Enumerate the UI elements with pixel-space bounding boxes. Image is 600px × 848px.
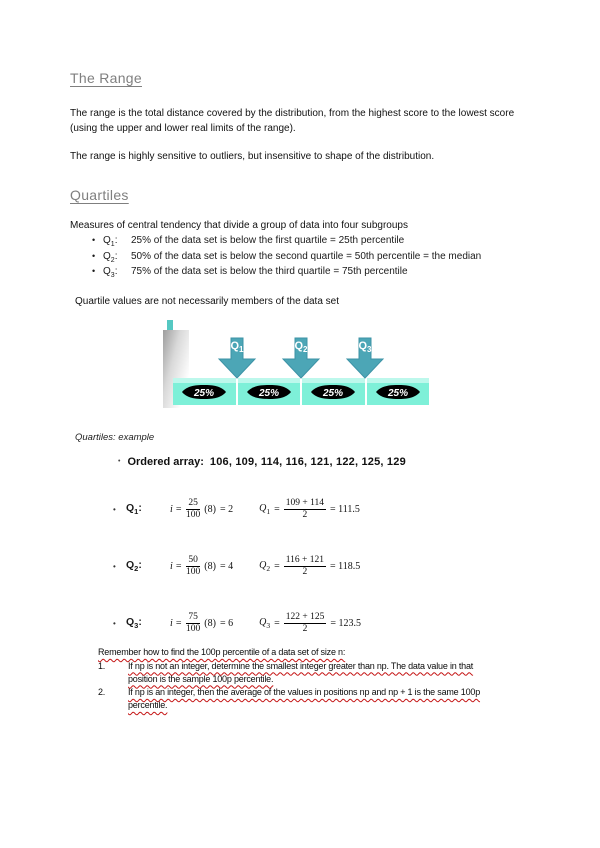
item-number: 2.	[98, 687, 106, 697]
quartile-equation: $Q_3$ = $\frac{122 + 125}{2}$ = 123.5	[259, 611, 361, 634]
bullet-icon: •	[113, 561, 116, 571]
range-paragraph-2: The range is highly sensitive to outliers, but insensitive to shape of the distribution.	[70, 151, 435, 162]
percent-lens-icon	[310, 384, 356, 400]
quartile-label: $Q_3$:	[126, 615, 142, 631]
example-q2-row	[113, 549, 360, 583]
bullet-icon: •	[113, 618, 116, 628]
fraction: $\frac{50}{100}$	[186, 554, 201, 577]
quartile-label: $Q_1$:	[103, 235, 118, 248]
section-heading-range: The Range	[70, 70, 142, 86]
q1-arrow	[217, 337, 257, 379]
quartile-label: $Q_2$:	[103, 250, 118, 264]
percent-lens-icon	[181, 384, 227, 400]
arrow-label: $Q_3$	[358, 340, 372, 355]
percent-lens-icon	[375, 384, 421, 400]
quartile-equation: $Q_2$ = $\frac{116 + 121}{2}$ = 118.5	[259, 554, 361, 577]
bullet-icon: •	[113, 504, 116, 514]
bullet-icon: •	[92, 266, 96, 276]
fraction: $\frac{109 + 114}{2}$	[285, 497, 324, 520]
quartiles-intro-text: Measures of central tendency that divide a group of data into four subgroups	[70, 220, 408, 231]
percent-lens-icon	[246, 384, 292, 400]
fraction: $\frac{122 + 125}{2}$	[285, 611, 325, 634]
quartile-definition: 25% of the data set is below the first quartile = 25th percentile	[131, 235, 405, 246]
example-q1-row	[113, 492, 360, 526]
q2-arrow	[281, 337, 321, 379]
fraction: $\frac{75}{100}$	[186, 611, 201, 634]
fraction: $\frac{25}{100}$	[186, 497, 201, 520]
list-item	[70, 251, 481, 267]
ordered-array-label: Ordered array:	[127, 456, 204, 468]
bullet-icon: •	[92, 235, 96, 245]
numbered-item	[98, 660, 502, 686]
ordered-array-values: 106, 109, 114, 116, 121, 122, 125, 129	[209, 456, 406, 468]
segment-percent-label: 25%	[258, 387, 279, 399]
item-text: If np is an integer, then the average of the values in positions np and np + 1 is the same 100p percentile.	[128, 687, 481, 710]
example-caption: Quartiles: example	[75, 432, 155, 443]
item-number: 1.	[98, 660, 106, 671]
numbered-item	[98, 686, 502, 712]
percentile-reminder-note	[98, 646, 502, 712]
quartiles-note: Quartile values are not necessarily members of the data set	[75, 296, 340, 307]
quartile-symbol: $Q_2$	[259, 559, 271, 573]
quartiles-bullet-list	[70, 235, 481, 282]
list-item	[70, 266, 481, 282]
reminder-heading: Remember how to find the 100p percentile of a data set of size n:	[98, 647, 346, 657]
example-q3-row	[113, 606, 361, 640]
arrow-label: $Q_1$	[230, 340, 244, 355]
quartile-definition: 75% of the data set is below the third quartile = 75th percentile	[131, 266, 408, 277]
ordered-array-line	[118, 456, 406, 468]
quartile-definition: 50% of the data set is below the second quartile = 50th percentile = the median	[131, 250, 482, 262]
index-equation: i = $\frac{50}{100}$ (8) = 4	[170, 554, 234, 577]
quartile-label: $Q_2$:	[126, 558, 142, 574]
quartile-segment	[367, 378, 430, 405]
quartile-symbol: $Q_3$	[259, 616, 271, 630]
quartile-segment	[173, 378, 236, 405]
bullet-icon: •	[92, 250, 96, 261]
section-heading-quartiles: Quartiles	[70, 187, 129, 203]
item-text: If np is not an integer, determine the smallest integer greater than np. The data value in that position is the sample 100p percentile.	[128, 660, 474, 684]
segment-percent-label: 25%	[323, 387, 344, 399]
quartile-symbol: $Q_1$	[259, 502, 271, 516]
quartile-equation: $Q_1$ = $\frac{109 + 114}{2}$ = 111.5	[259, 497, 360, 520]
quartile-bar	[173, 378, 429, 405]
index-equation: i = $\frac{25}{100}$ (8) = 2	[170, 497, 234, 520]
arrow-label: $Q_2$	[294, 340, 308, 355]
fraction: $\frac{116 + 121}{2}$	[285, 554, 324, 577]
segment-percent-label: 25%	[387, 387, 408, 399]
quartile-label: $Q_3$:	[103, 266, 118, 279]
quartile-segment	[238, 378, 301, 405]
quartile-segment	[302, 378, 365, 405]
quartile-diagram	[163, 320, 433, 410]
index-equation: i = $\frac{75}{100}$ (8) = 6	[170, 611, 234, 634]
quartile-label: $Q_1$:	[126, 501, 142, 517]
list-item	[70, 235, 481, 251]
bullet-icon: •	[118, 458, 121, 465]
segment-percent-label: 25%	[194, 387, 215, 399]
q3-arrow	[345, 337, 385, 379]
range-paragraph-1: The range is the total distance covered by the distribution, from the highest score to the lowest score (using the upper and lower real limits of the range).	[70, 108, 515, 134]
